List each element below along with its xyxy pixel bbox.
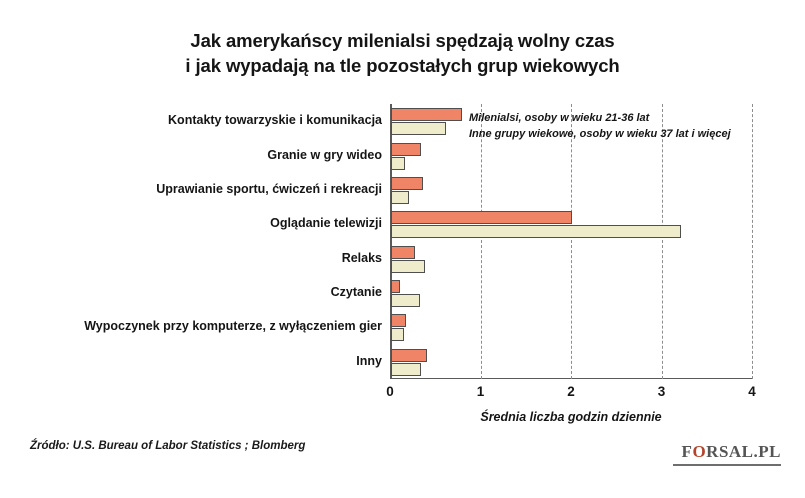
plot-area: [390, 104, 752, 379]
brand-logo-f: F: [681, 442, 693, 461]
category-label: Inny: [356, 353, 382, 368]
bar-millennials: [391, 314, 406, 327]
bar-group: [391, 176, 753, 210]
brand-underline: [673, 464, 781, 466]
bar-other-ages: [391, 260, 425, 273]
bar-group: [391, 210, 753, 244]
category-label: Uprawianie sportu, ćwiczeń i rekreacji: [156, 181, 382, 196]
bar-other-ages: [391, 157, 405, 170]
category-label: Czytanie: [330, 285, 382, 300]
bar-group: [391, 245, 753, 279]
bar-millennials: [391, 349, 427, 362]
brand-logo: [682, 442, 781, 462]
x-tick-4: 4: [748, 384, 756, 399]
bar-millennials: [391, 246, 415, 259]
category-label: Kontakty towarzyskie i komunikacja: [168, 113, 382, 128]
x-axis-label: Średnia liczba godzin dziennie: [480, 410, 662, 424]
bar-millennials: [391, 177, 423, 190]
bar-other-ages: [391, 122, 446, 135]
category-label: Granie w gry wideo: [267, 147, 382, 162]
x-tick-3: 3: [657, 384, 666, 399]
bar-millennials: [391, 143, 421, 156]
bar-group: [391, 348, 753, 382]
brand-logo-o: O: [692, 442, 707, 461]
bar-other-ages: [391, 363, 421, 376]
x-tick-0: 0: [386, 384, 394, 399]
y-axis-category-labels: [0, 104, 382, 379]
category-label: Wypoczynek przy komputerze, z wyłączeniem gier: [84, 319, 382, 334]
bar-other-ages: [391, 294, 420, 307]
bar-other-ages: [391, 328, 404, 341]
page-title: [0, 28, 805, 78]
source-note: Źródło: U.S. Bureau of Labor Statistics ; Blomberg: [30, 440, 306, 452]
bar-group: [391, 142, 753, 176]
bar-group: [391, 279, 753, 313]
title-line-1: Jak amerykańscy milenialsi spędzają wolny czas: [190, 30, 615, 51]
x-tick-2: 2: [567, 384, 575, 399]
category-label: Relaks: [341, 250, 382, 265]
bar-other-ages: [391, 191, 409, 204]
bar-group: [391, 313, 753, 347]
bar-millennials: [391, 211, 572, 224]
legend-item-millennials: Milenialsi, osoby w wieku 21-36 lat: [469, 112, 650, 124]
legend-item-other-ages: Inne grupy wiekowe, osoby w wieku 37 lat i więcej: [469, 128, 731, 140]
bar-millennials: [391, 280, 400, 293]
title-line-2: i jak wypadają na tle pozostałych grup wiekowych: [185, 55, 620, 76]
x-tick-1: 1: [476, 384, 485, 399]
legend: [469, 110, 731, 142]
bar-millennials: [391, 108, 462, 121]
bar-other-ages: [391, 225, 681, 238]
brand-logo-rest: RSAL.PL: [706, 442, 781, 461]
category-label: Oglądanie telewizji: [270, 216, 382, 231]
